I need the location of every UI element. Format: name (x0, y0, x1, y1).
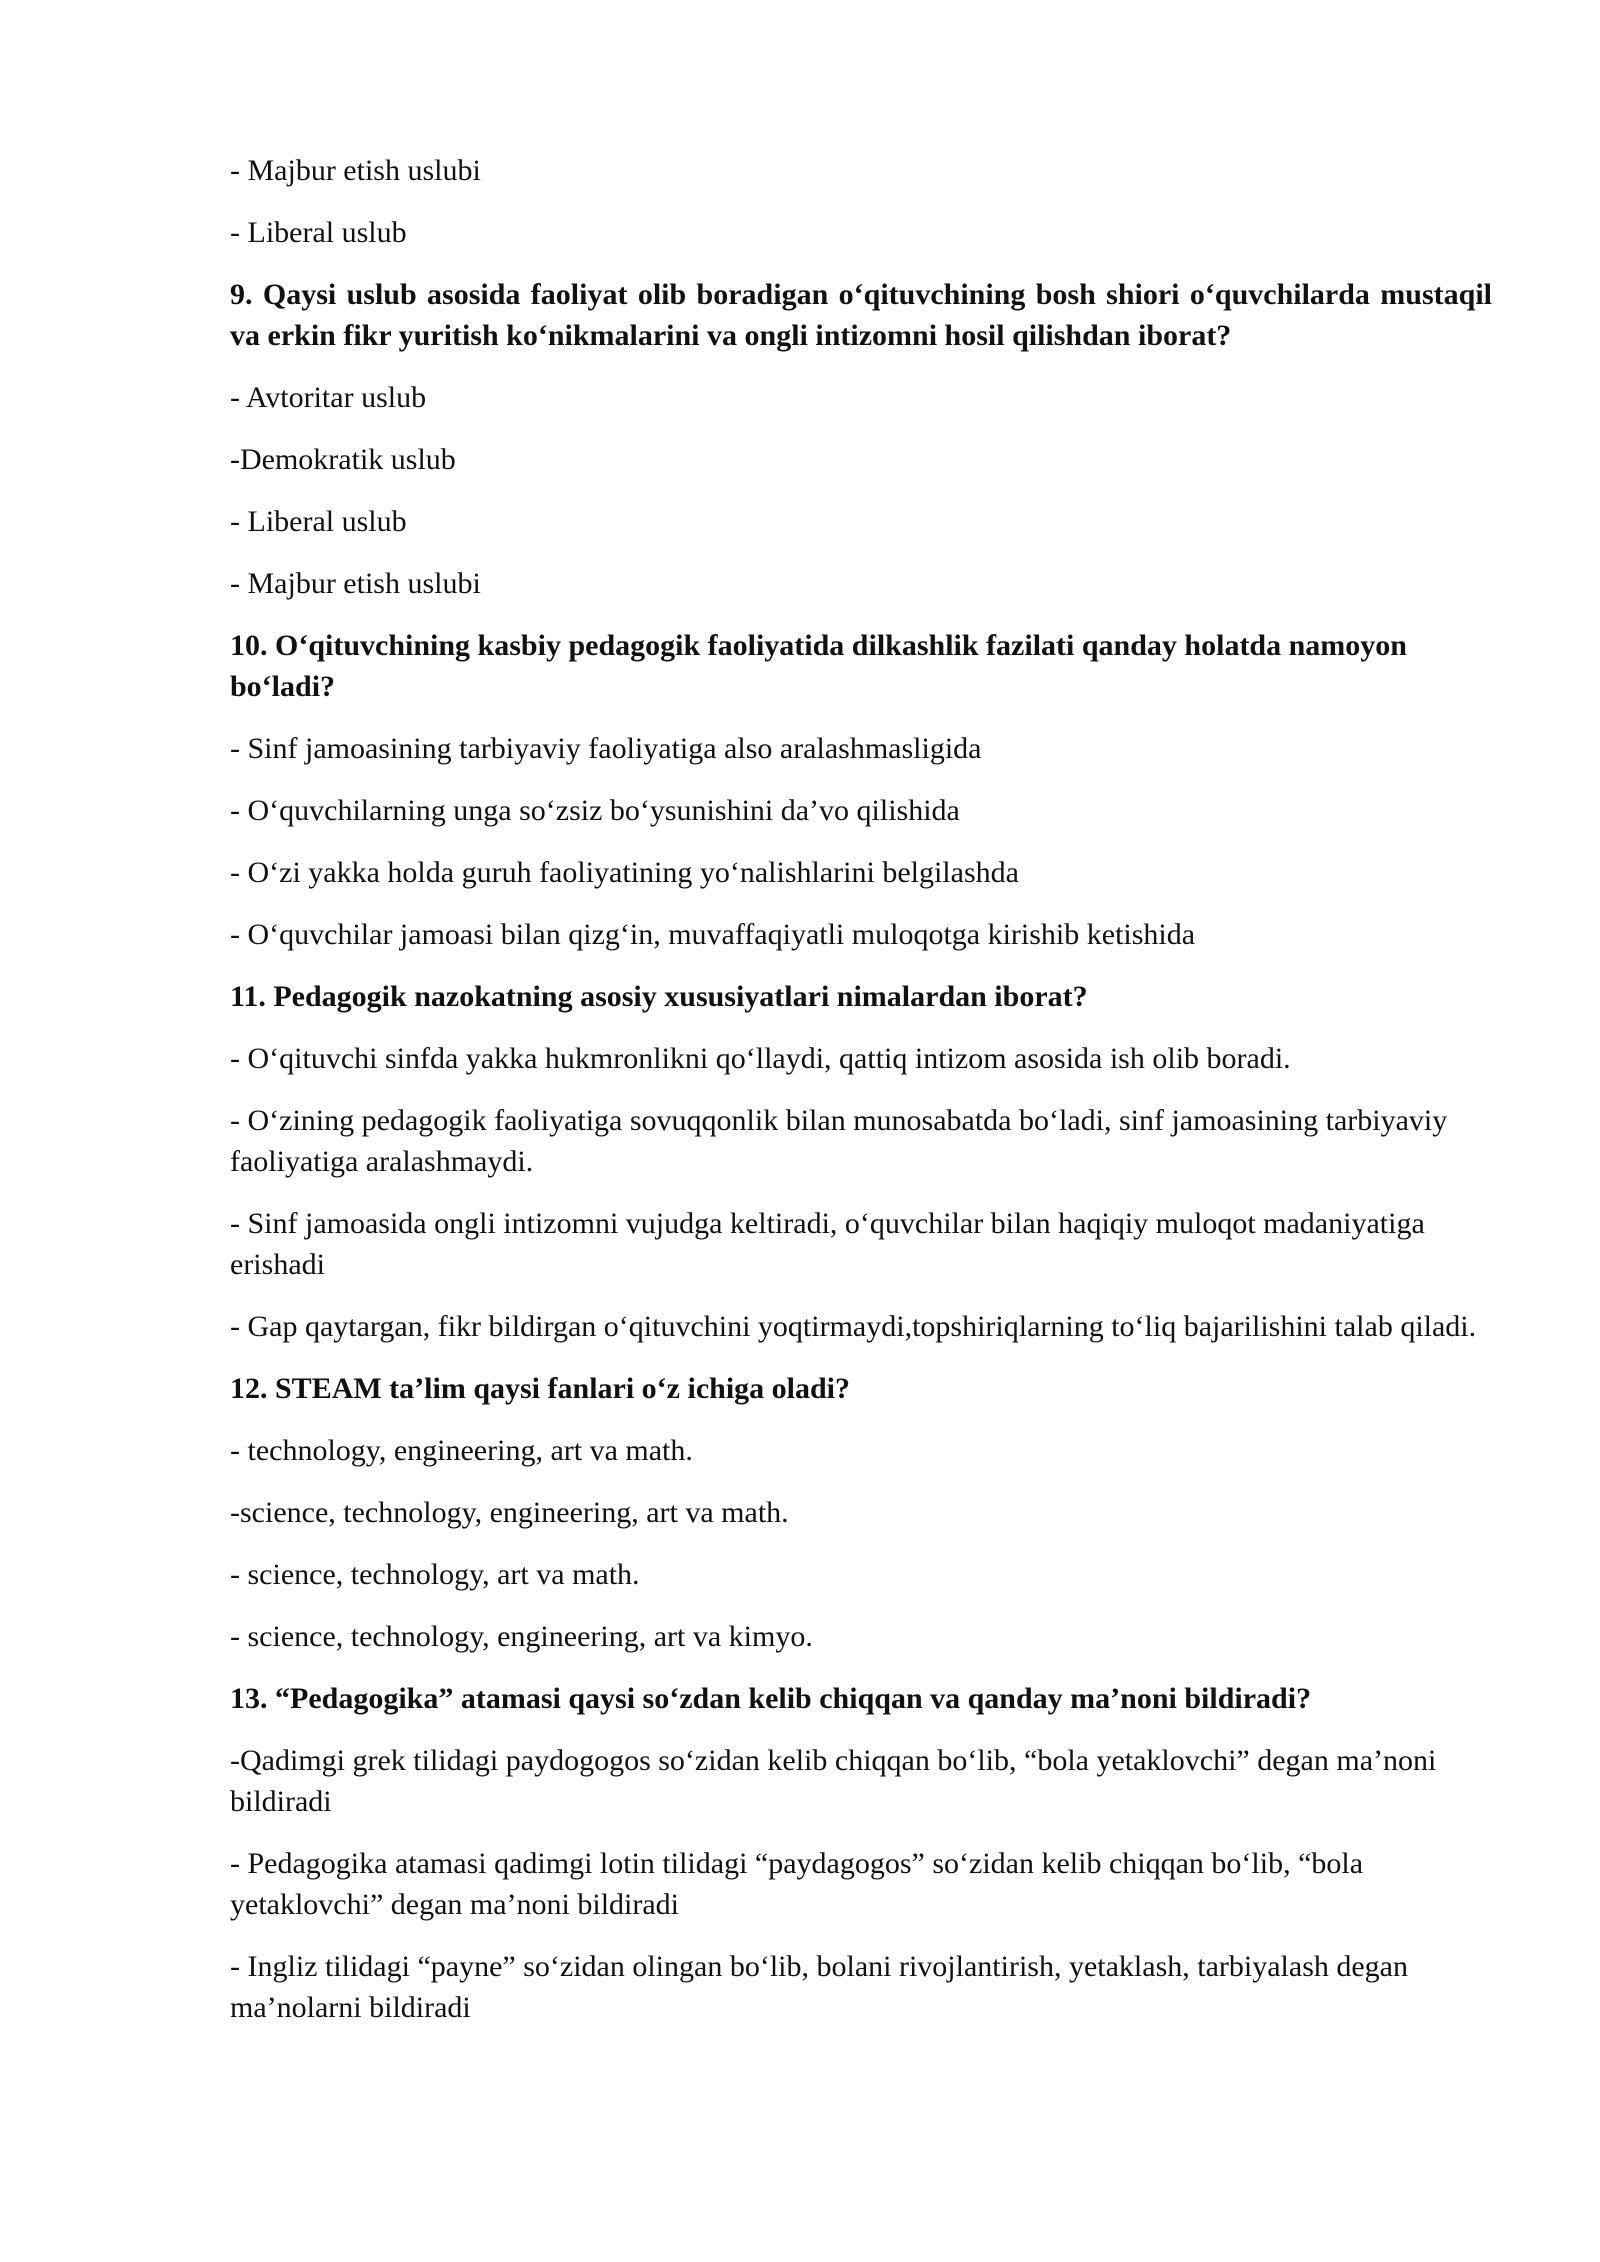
answer-option: - Majbur etish uslubi (230, 567, 481, 600)
question-text: 12. STEAM ta’lim qaysi fanlari o‘z ichiga oladi? (230, 1372, 851, 1405)
answer-option: - O‘quvchilarning unga so‘zsiz bo‘ysunishini da’vo qilishida (230, 794, 960, 827)
answer-option: -Qadimgi grek tilidagi paydogogos so‘zidan kelib chiqqan bo‘lib, “bola yetaklovchi” degan ma’noni bildiradi (230, 1744, 1437, 1818)
document-page (230, 150, 1492, 2049)
answer-option: - Sinf jamoasida ongli intizomni vujudga keltiradi, o‘quvchilar bilan haqiqiy muloqot madaniyatiga erishadi (230, 1207, 1425, 1281)
answer-option: - Sinf jamoasining tarbiyaviy faoliyatiga also aralashmasligida (230, 732, 982, 765)
answer-option: - Majbur etish uslubi (230, 154, 481, 187)
answer-option: - Pedagogika atamasi qadimgi lotin tilidagi “paydagogos” so‘zidan kelib chiqqan bo‘lib, “bola yetaklovchi” degan ma’noni bildiradi (230, 1847, 1364, 1921)
answer-option: -science, technology, engineering, art va math. (230, 1496, 789, 1529)
answer-option: - Avtoritar uslub (230, 381, 427, 414)
answer-option: - Gap qaytargan, fikr bildirgan o‘qituvchini yoqtirmaydi,topshiriqlarning to‘liq bajarilishini talab qiladi. (230, 1310, 1477, 1343)
answer-option: - Liberal uslub (230, 505, 407, 538)
answer-option: - technology, engineering, art va math. (230, 1434, 693, 1467)
question-text: 13. “Pedagogika” atamasi qaysi so‘zdan kelib chiqqan va qanday ma’noni bildiradi? (230, 1682, 1312, 1715)
answer-option: - O‘zining pedagogik faoliyatiga sovuqqonlik bilan munosabatda bo‘ladi, sinf jamoasining tarbiyaviy faoliyatiga aralashmaydi. (230, 1104, 1448, 1178)
answer-option: - O‘zi yakka holda guruh faoliyatining yo‘nalishlarini belgilashda (230, 856, 1019, 889)
answer-option: - O‘quvchilar jamoasi bilan qizg‘in, muvaffaqiyatli muloqotga kirishib ketishida (230, 918, 1196, 951)
answer-option: - science, technology, art va math. (230, 1558, 640, 1591)
answer-option: -Demokratik uslub (230, 443, 456, 476)
question-text: 10. O‘qituvchining kasbiy pedagogik faoliyatida dilkashlik fazilati qanday holatda namoyon bo‘ladi? (230, 629, 1407, 703)
answer-option: - Ingliz tilidagi “payne” so‘zidan olingan bo‘lib, bolani rivojlantirish, yetaklash, tarbiyalash degan ma’nolarni bildiradi (230, 1950, 1408, 2024)
answer-option: - Liberal uslub (230, 216, 407, 249)
answer-option: - science, technology, engineering, art va kimyo. (230, 1620, 813, 1653)
question-text: 11. Pedagogik nazokatning asosiy xususiyatlari nimalardan iborat? (230, 980, 1088, 1013)
question-text: 9. Qaysi uslub asosida faoliyat olib boradigan o‘qituvchining bosh shiori o‘quvchilarda mustaqil va erkin fikr yuritish ko‘nikmalarini va ongli intizomni hosil qilishdan iborat? (230, 278, 1492, 352)
answer-option: - O‘qituvchi sinfda yakka hukmronlikni qo‘llaydi, qattiq intizom asosida ish olib boradi. (230, 1042, 1291, 1075)
